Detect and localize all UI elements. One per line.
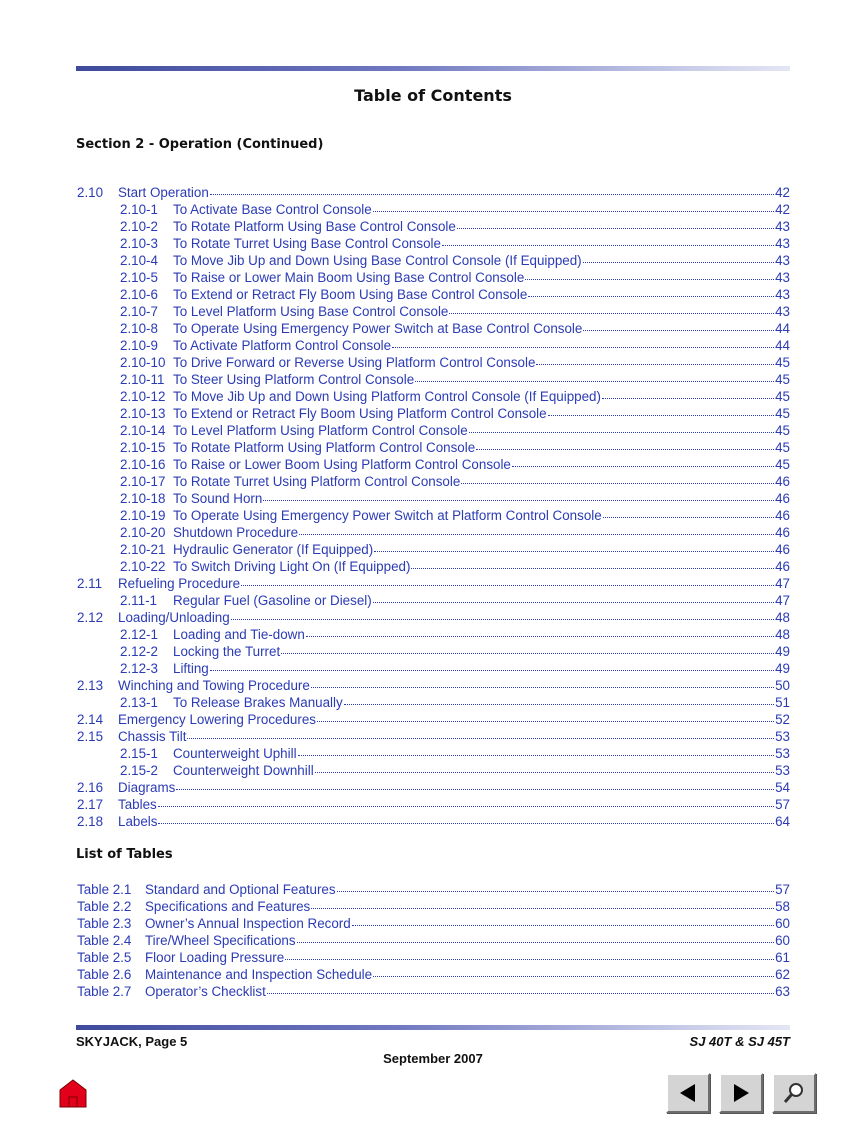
toc-entry-page: 46 (775, 542, 790, 557)
toc-entry-title: Winching and Towing Procedure (118, 678, 310, 693)
toc-entry-title: To Activate Platform Control Console (173, 338, 392, 353)
toc-entry-number: 2.10-20 (120, 525, 166, 540)
toc-entry[interactable] (120, 405, 790, 422)
toc-entry-number: 2.10-17 (120, 474, 166, 489)
toc-entry-number: 2.10-7 (120, 304, 158, 319)
toc-entry-title: Loading and Tie-down (173, 627, 305, 642)
leader-dots (311, 686, 774, 688)
toc-entry-title: Hydraulic Generator (If Equipped) (173, 542, 374, 557)
toc-entry-number: Table 2.4 (77, 933, 132, 948)
toc-entry-number: Table 2.7 (77, 984, 132, 999)
toc-entry-number: 2.15-2 (120, 763, 158, 778)
toc-entry-page: 43 (775, 219, 790, 234)
toc-entry[interactable] (120, 762, 790, 779)
toc-entry[interactable] (120, 337, 790, 354)
toc-entry-title: To Steer Using Platform Control Console (173, 372, 415, 387)
toc-entry-page: 45 (775, 423, 790, 438)
toc-entry-page: 53 (775, 746, 790, 761)
toc-entry-page: 63 (775, 984, 790, 999)
toc-entry-number: 2.11 (77, 576, 103, 591)
toc-entry[interactable] (77, 184, 790, 201)
leader-dots (442, 244, 774, 246)
leader-dots (602, 397, 774, 399)
toc-entry-page: 43 (775, 253, 790, 268)
toc-entry[interactable] (120, 660, 790, 677)
toc-entry-page: 45 (775, 355, 790, 370)
leader-dots (476, 448, 774, 450)
toc-entry-number: 2.10-2 (120, 219, 158, 234)
leader-dots (158, 805, 774, 807)
toc-entry-number: 2.10-9 (120, 338, 158, 353)
toc-entry-page: 46 (775, 474, 790, 489)
home-button[interactable] (58, 1078, 88, 1108)
leader-dots (374, 550, 774, 552)
leader-dots (315, 771, 774, 773)
toc-entry-number: 2.10-6 (120, 287, 158, 302)
toc-entry[interactable] (77, 813, 790, 830)
toc-entry-title: To Extend or Retract Fly Boom Using Platform Control Console (173, 406, 547, 421)
toc-entry-number: 2.10-18 (120, 491, 166, 506)
leader-dots (317, 720, 774, 722)
toc-entry-number: 2.13-1 (120, 695, 158, 710)
toc-entry[interactable] (120, 235, 790, 252)
toc-entry-page: 45 (775, 440, 790, 455)
leader-dots (373, 601, 774, 603)
toc-entry-page: 62 (775, 967, 790, 982)
toc-entry-number: 2.15-1 (120, 746, 158, 761)
toc-entry-page: 50 (775, 678, 790, 693)
leader-dots (411, 567, 774, 569)
list-of-tables-heading: List of Tables (76, 847, 173, 862)
toc-entry-title: To Level Platform Using Base Control Console (173, 304, 449, 319)
toc-entry-title: Owner’s Annual Inspection Record (145, 916, 351, 931)
toc-entry-page: 45 (775, 389, 790, 404)
toc-entry[interactable] (77, 779, 790, 796)
toc-entry-number: 2.10 (77, 185, 104, 200)
toc-entry-title: Counterweight Downhill (173, 763, 314, 778)
leader-dots (281, 652, 774, 654)
toc-entry-title: Chassis Tilt (118, 729, 187, 744)
toc-entry-number: Table 2.5 (77, 950, 132, 965)
toc-entry-number: Table 2.1 (77, 882, 132, 897)
toc-entry-number: 2.12-2 (120, 644, 158, 659)
toc-entry-title: Specifications and Features (145, 899, 311, 914)
leader-dots (548, 414, 774, 416)
leader-dots (311, 907, 774, 909)
toc-entry-page: 43 (775, 270, 790, 285)
toc-entry[interactable] (77, 949, 790, 966)
toc-entry[interactable] (120, 694, 790, 711)
toc-entry-page: 52 (775, 712, 790, 727)
leader-dots (525, 278, 774, 280)
leader-dots (457, 227, 774, 229)
toc-entry-page: 61 (775, 950, 790, 965)
toc-entry-page: 47 (775, 576, 790, 591)
toc-entry-page: 46 (775, 491, 790, 506)
toc-entry[interactable] (77, 966, 790, 983)
leader-dots (210, 669, 774, 671)
toc-entry[interactable] (120, 371, 790, 388)
leader-dots (373, 975, 774, 977)
leader-dots (603, 516, 774, 518)
toc-entry-title: To Extend or Retract Fly Boom Using Base Control Console (173, 287, 528, 302)
toc-entry-page: 58 (775, 899, 790, 914)
toc-entry-number: 2.10-19 (120, 508, 166, 523)
toc-entry-page: 57 (775, 797, 790, 812)
toc-entry-number: 2.10-11 (120, 372, 165, 387)
leader-dots (267, 992, 774, 994)
toc-entry-title: Floor Loading Pressure (145, 950, 285, 965)
previous-page-icon (677, 1082, 699, 1104)
toc-entry-number: 2.18 (77, 814, 104, 829)
toc-entry-page: 49 (775, 644, 790, 659)
toc-entry-page: 64 (775, 814, 790, 829)
leader-dots (415, 380, 774, 382)
toc-entry[interactable] (120, 745, 790, 762)
toc-entry-page: 43 (775, 304, 790, 319)
leader-dots (241, 584, 774, 586)
footer-date: September 2007 (383, 1051, 483, 1066)
toc-entry-number: 2.10-12 (120, 389, 166, 404)
leader-dots (344, 703, 774, 705)
toc-entry-title: To Sound Horn (173, 491, 263, 506)
leader-dots (306, 635, 774, 637)
toc-entry-title: To Move Jib Up and Down Using Base Control Console (If Equipped) (173, 253, 582, 268)
toc-entry-title: Emergency Lowering Procedures (118, 712, 316, 727)
toc-entry-page: 44 (775, 338, 790, 353)
leader-dots (449, 312, 774, 314)
home-icon (58, 1078, 88, 1108)
toc-entry-number: 2.10-4 (120, 253, 158, 268)
toc-entry[interactable] (120, 252, 790, 269)
footer-rule (76, 1025, 790, 1030)
toc-entry[interactable] (120, 286, 790, 303)
toc-entry-title: To Operate Using Emergency Power Switch at Platform Control Console (173, 508, 602, 523)
leader-dots (352, 924, 774, 926)
toc-entry-page: 42 (775, 202, 790, 217)
toc-entry-title: Tables (118, 797, 157, 812)
toc-entry[interactable] (120, 626, 790, 643)
header-rule (76, 66, 790, 71)
toc-entry-title: Labels (118, 814, 158, 829)
toc-entry-page: 43 (775, 236, 790, 251)
toc-entry-page: 48 (775, 610, 790, 625)
toc-entry-number: 2.10-15 (120, 440, 166, 455)
toc-entry-number: 2.12-3 (120, 661, 158, 676)
leader-dots (536, 363, 774, 365)
toc-entry-title: To Operate Using Emergency Power Switch at Base Control Console (173, 321, 583, 336)
toc-entry-title: To Raise or Lower Boom Using Platform Control Console (173, 457, 511, 472)
toc-entry-title: To Raise or Lower Main Boom Using Base Control Console (173, 270, 525, 285)
toc-entry[interactable] (77, 983, 790, 1000)
leader-dots (210, 193, 774, 195)
toc-entry[interactable] (77, 609, 790, 626)
toc-entry-title: To Rotate Platform Using Platform Control Console (173, 440, 476, 455)
toc-entry-page: 47 (775, 593, 790, 608)
leader-dots (297, 941, 775, 943)
toc-entry-page: 53 (775, 729, 790, 744)
toc-entry[interactable] (120, 439, 790, 456)
leader-dots (392, 346, 774, 348)
toc-entry-title: To Rotate Turret Using Platform Control Console (173, 474, 461, 489)
page-title: Table of Contents (354, 86, 512, 105)
footer-right: SJ 40T & SJ 45T (689, 1034, 790, 1049)
leader-dots (528, 295, 774, 297)
leader-dots (583, 261, 774, 263)
toc-entry-number: 2.10-5 (120, 270, 158, 285)
toc-entry-title: Locking the Turret (173, 644, 281, 659)
toc-entry[interactable] (120, 558, 790, 575)
toc-entry-number: 2.10-8 (120, 321, 158, 336)
toc-entry-number: 2.10-14 (120, 423, 166, 438)
toc-entry-title: Loading/Unloading (118, 610, 230, 625)
toc-entry-number: 2.10-1 (120, 202, 158, 217)
toc-entry-page: 48 (775, 627, 790, 642)
toc-entry-page: 46 (775, 559, 790, 574)
next-page-icon (730, 1082, 752, 1104)
toc-entry-page: 60 (775, 933, 790, 948)
toc-entry-page: 53 (775, 763, 790, 778)
toc-entry-page: 60 (775, 916, 790, 931)
toc-entry[interactable] (77, 677, 790, 694)
footer-left: SKYJACK, Page 5 (76, 1034, 188, 1049)
toc-entry-number: 2.14 (77, 712, 104, 727)
toc-entry-page: 45 (775, 457, 790, 472)
toc-entry[interactable] (120, 643, 790, 660)
next-page-button[interactable] (719, 1073, 763, 1113)
toc-entry[interactable] (120, 201, 790, 218)
toc-entry[interactable] (120, 388, 790, 405)
toc-entry-title: Regular Fuel (Gasoline or Diesel) (173, 593, 372, 608)
toc-entry-number: 2.10-16 (120, 457, 166, 472)
toc-entry-page: 51 (775, 695, 790, 710)
leader-dots (337, 890, 775, 892)
leader-dots (373, 210, 774, 212)
toc-entry-number: 2.10-13 (120, 406, 166, 421)
toc-entry-title: To Rotate Platform Using Base Control Console (173, 219, 456, 234)
leader-dots (176, 788, 774, 790)
toc-entry[interactable] (77, 796, 790, 813)
toc-entry-title: Start Operation (118, 185, 209, 200)
toc-entry-number: 2.15 (77, 729, 104, 744)
toc-entry[interactable] (120, 507, 790, 524)
toc-entry-title: Diagrams (118, 780, 176, 795)
toc-entry[interactable] (77, 575, 790, 592)
toc-entry[interactable] (77, 711, 790, 728)
toc-entry-number: 2.12 (77, 610, 104, 625)
toc-entry-number: Table 2.2 (77, 899, 132, 914)
toc-entry-page: 54 (775, 780, 790, 795)
toc-entry-title: Lifting (173, 661, 209, 676)
toc-entry[interactable] (120, 354, 790, 371)
leader-dots (299, 533, 774, 535)
toc-entry-number: 2.16 (77, 780, 104, 795)
toc-entry-title: To Move Jib Up and Down Using Platform Control Console (If Equipped) (173, 389, 601, 404)
leader-dots (158, 822, 774, 824)
toc-entry-number: 2.10-22 (120, 559, 166, 574)
toc-entry[interactable] (120, 269, 790, 286)
previous-page-button[interactable] (666, 1073, 710, 1113)
toc-entry[interactable] (120, 303, 790, 320)
leader-dots (187, 737, 774, 739)
leader-dots (461, 482, 774, 484)
toc-entry-title: Operator’s Checklist (145, 984, 266, 999)
toc-entry[interactable] (120, 456, 790, 473)
toc-entry[interactable] (120, 490, 790, 507)
toc-entry-title: To Rotate Turret Using Base Control Console (173, 236, 441, 251)
toc-entry-page: 44 (775, 321, 790, 336)
leader-dots (298, 754, 775, 756)
toc-entry-page: 46 (775, 508, 790, 523)
toc-entry-title: Refueling Procedure (118, 576, 241, 591)
section-heading: Section 2 - Operation (Continued) (76, 137, 324, 152)
leader-dots (583, 329, 774, 331)
search-icon (782, 1081, 806, 1105)
toc-entry-title: To Drive Forward or Reverse Using Platform Control Console (173, 355, 536, 370)
toc-entry-page: 43 (775, 287, 790, 302)
toc-entry[interactable] (120, 320, 790, 337)
toc-entry-title: To Release Brakes Manually (173, 695, 343, 710)
toc-entry-page: 46 (775, 525, 790, 540)
toc-entry[interactable] (77, 898, 790, 915)
toc-entry-number: 2.11-1 (120, 593, 157, 608)
toc-entry[interactable] (120, 524, 790, 541)
toc-entry-number: 2.10-21 (120, 542, 166, 557)
toc-entry[interactable] (77, 915, 790, 932)
toc-entry-number: 2.10-3 (120, 236, 158, 251)
toc-entry-title: To Activate Base Control Console (173, 202, 372, 217)
leader-dots (285, 958, 774, 960)
toc-entry[interactable] (77, 728, 790, 745)
toc-entry-page: 45 (775, 372, 790, 387)
toc-entry-page: 42 (775, 185, 790, 200)
search-button[interactable] (772, 1073, 816, 1113)
leader-dots (469, 431, 774, 433)
leader-dots (512, 465, 774, 467)
toc-entry-number: 2.12-1 (120, 627, 158, 642)
toc-entry[interactable] (120, 541, 790, 558)
toc-entry[interactable] (120, 473, 790, 490)
toc-entry-number: 2.10-10 (120, 355, 166, 370)
leader-dots (231, 618, 774, 620)
toc-entry-page: 45 (775, 406, 790, 421)
toc-entry-title: Tire/Wheel Specifications (145, 933, 296, 948)
toc-entry[interactable] (120, 422, 790, 439)
toc-entry[interactable] (77, 881, 790, 898)
toc-entry-page: 57 (775, 882, 790, 897)
toc-entry-title: Counterweight Uphill (173, 746, 297, 761)
leader-dots (263, 499, 774, 501)
toc-entry-title: Maintenance and Inspection Schedule (145, 967, 373, 982)
toc-entry-title: To Switch Driving Light On (If Equipped) (173, 559, 411, 574)
toc-entry-number: Table 2.6 (77, 967, 132, 982)
toc-entry[interactable] (77, 932, 790, 949)
toc-entry[interactable] (120, 218, 790, 235)
toc-entry-title: To Level Platform Using Platform Control Console (173, 423, 468, 438)
toc-entry-number: 2.13 (77, 678, 104, 693)
toc-entry-page: 49 (775, 661, 790, 676)
toc-entry-title: Shutdown Procedure (173, 525, 299, 540)
toc-entry-number: 2.17 (77, 797, 104, 812)
toc-entry-number: Table 2.3 (77, 916, 132, 931)
toc-entry[interactable] (120, 592, 790, 609)
toc-entry-title: Standard and Optional Features (145, 882, 336, 897)
